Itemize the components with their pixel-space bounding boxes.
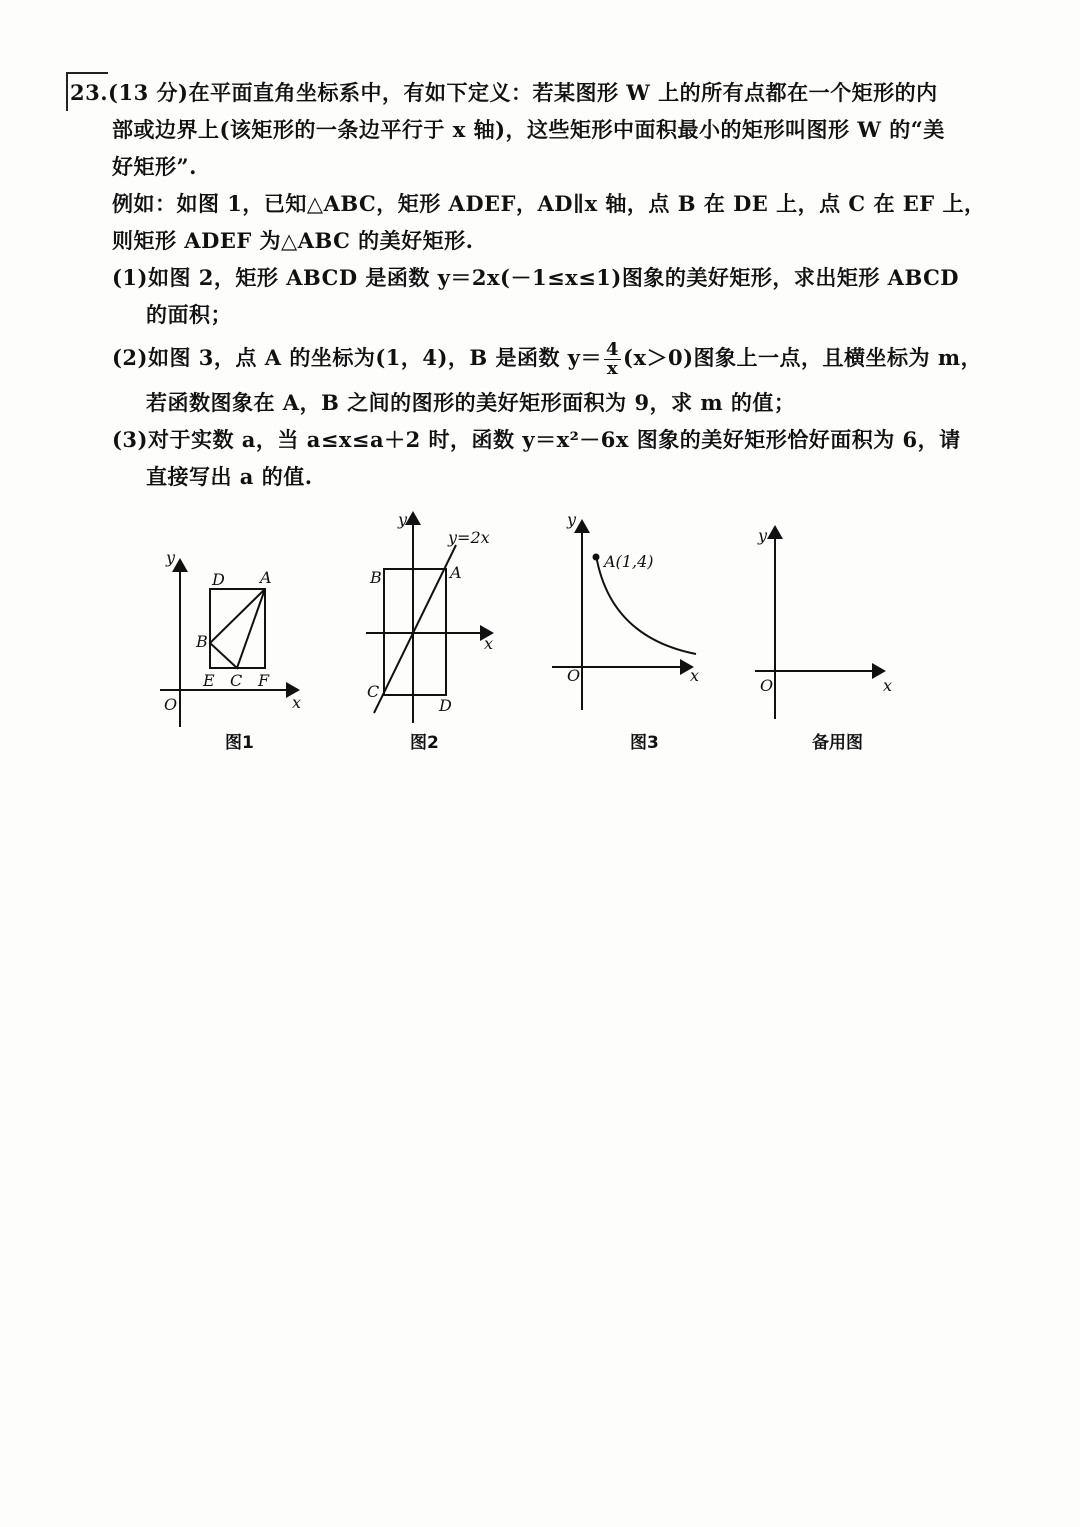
fig4-label-x: x [883, 676, 893, 695]
fig1-label-c: C [230, 671, 243, 690]
fig3-point-a [594, 555, 599, 560]
fig1-label-y: y [166, 548, 176, 567]
fig1-caption: 图1 [225, 733, 254, 753]
problem-23 [66, 72, 986, 495]
problem-line-1 [66, 72, 956, 111]
figure-spare [755, 527, 884, 719]
fig2-line-y2x [374, 545, 456, 713]
problem-line-2: 部或边界上(该矩形的一条边平行于 x 轴)，这些矩形中面积最小的矩形叫图形 W 的“美 [112, 117, 945, 142]
question-number: 23. [66, 72, 108, 111]
problem-line-3: 好矩形”. [112, 154, 197, 179]
example-line-1: 例如：如图 1，已知△ABC，矩形 ADEF，AD∥x 轴，点 B 在 DE 上，点 C 在 EF 上， [112, 191, 986, 216]
fig2-label-c: C [367, 682, 380, 701]
fig1-label-d: D [212, 570, 225, 589]
problem-text-1: (13 分)在平面直角坐标系中，有如下定义：若某图形 W 上的所有点都在一个矩形的内 [108, 80, 938, 105]
part3-line-2: 直接写出 a 的值. [146, 464, 313, 489]
fraction-denominator: x [606, 358, 619, 379]
fig1-label-x: x [292, 693, 302, 712]
fig3-label-y: y [567, 510, 577, 529]
fig3-label-a: A(1,4) [604, 552, 654, 571]
fig1-label-o: O [164, 695, 178, 714]
fig3-label-x: x [690, 666, 700, 685]
figures-row [0, 505, 1080, 765]
figure-1 [160, 560, 298, 727]
part2-text-after: (x＞0)图象上一点，且横坐标为 m， [623, 345, 983, 370]
fraction-4-over-x [604, 341, 621, 378]
part1-line-1: (1)如图 2，矩形 ABCD 是函数 y＝2x(－1≤x≤1)图象的美好矩形，求出矩形 ABCD [112, 265, 960, 290]
fig1-label-e: E [203, 671, 215, 690]
fig2-label-b: B [370, 568, 382, 587]
fig4-caption: 备用图 [812, 733, 863, 753]
fig1-rectangle-adef [210, 589, 265, 668]
fig1-label-a: A [260, 568, 272, 587]
example-line-2: 则矩形 ADEF 为△ABC 的美好矩形. [112, 228, 474, 253]
fig2-label-d: D [439, 696, 452, 715]
part1-line-2: 的面积； [146, 302, 232, 327]
fig4-label-y: y [758, 526, 768, 545]
figures-svg [0, 505, 1080, 765]
fig3-label-o: O [567, 666, 581, 685]
fig4-label-o: O [760, 676, 774, 695]
fraction-numerator: 4 [606, 339, 620, 360]
fig2-label-a: A [450, 563, 462, 582]
fig2-label-x: x [484, 634, 494, 653]
fig3-caption: 图3 [630, 733, 659, 753]
fig1-triangle-abc [210, 589, 265, 668]
part2-line-2: 若函数图象在 A，B 之间的图形的美好矩形面积为 9，求 m 的值； [146, 390, 796, 415]
fig1-label-b: B [196, 632, 208, 651]
part3-line-1: (3)对于实数 a，当 a≤x≤a＋2 时，函数 y＝x²－6x 图象的美好矩形恰好面积为 6，请 [112, 427, 961, 452]
fig2-label-line: y=2x [448, 528, 490, 547]
part2-line-1 [66, 339, 983, 379]
fig1-label-f: F [258, 671, 270, 690]
part2-text-before: (2)如图 3，点 A 的坐标为(1，4)，B 是函数 y＝ [112, 345, 602, 370]
fig2-label-y: y [398, 510, 408, 529]
fig2-caption: 图2 [410, 733, 439, 753]
